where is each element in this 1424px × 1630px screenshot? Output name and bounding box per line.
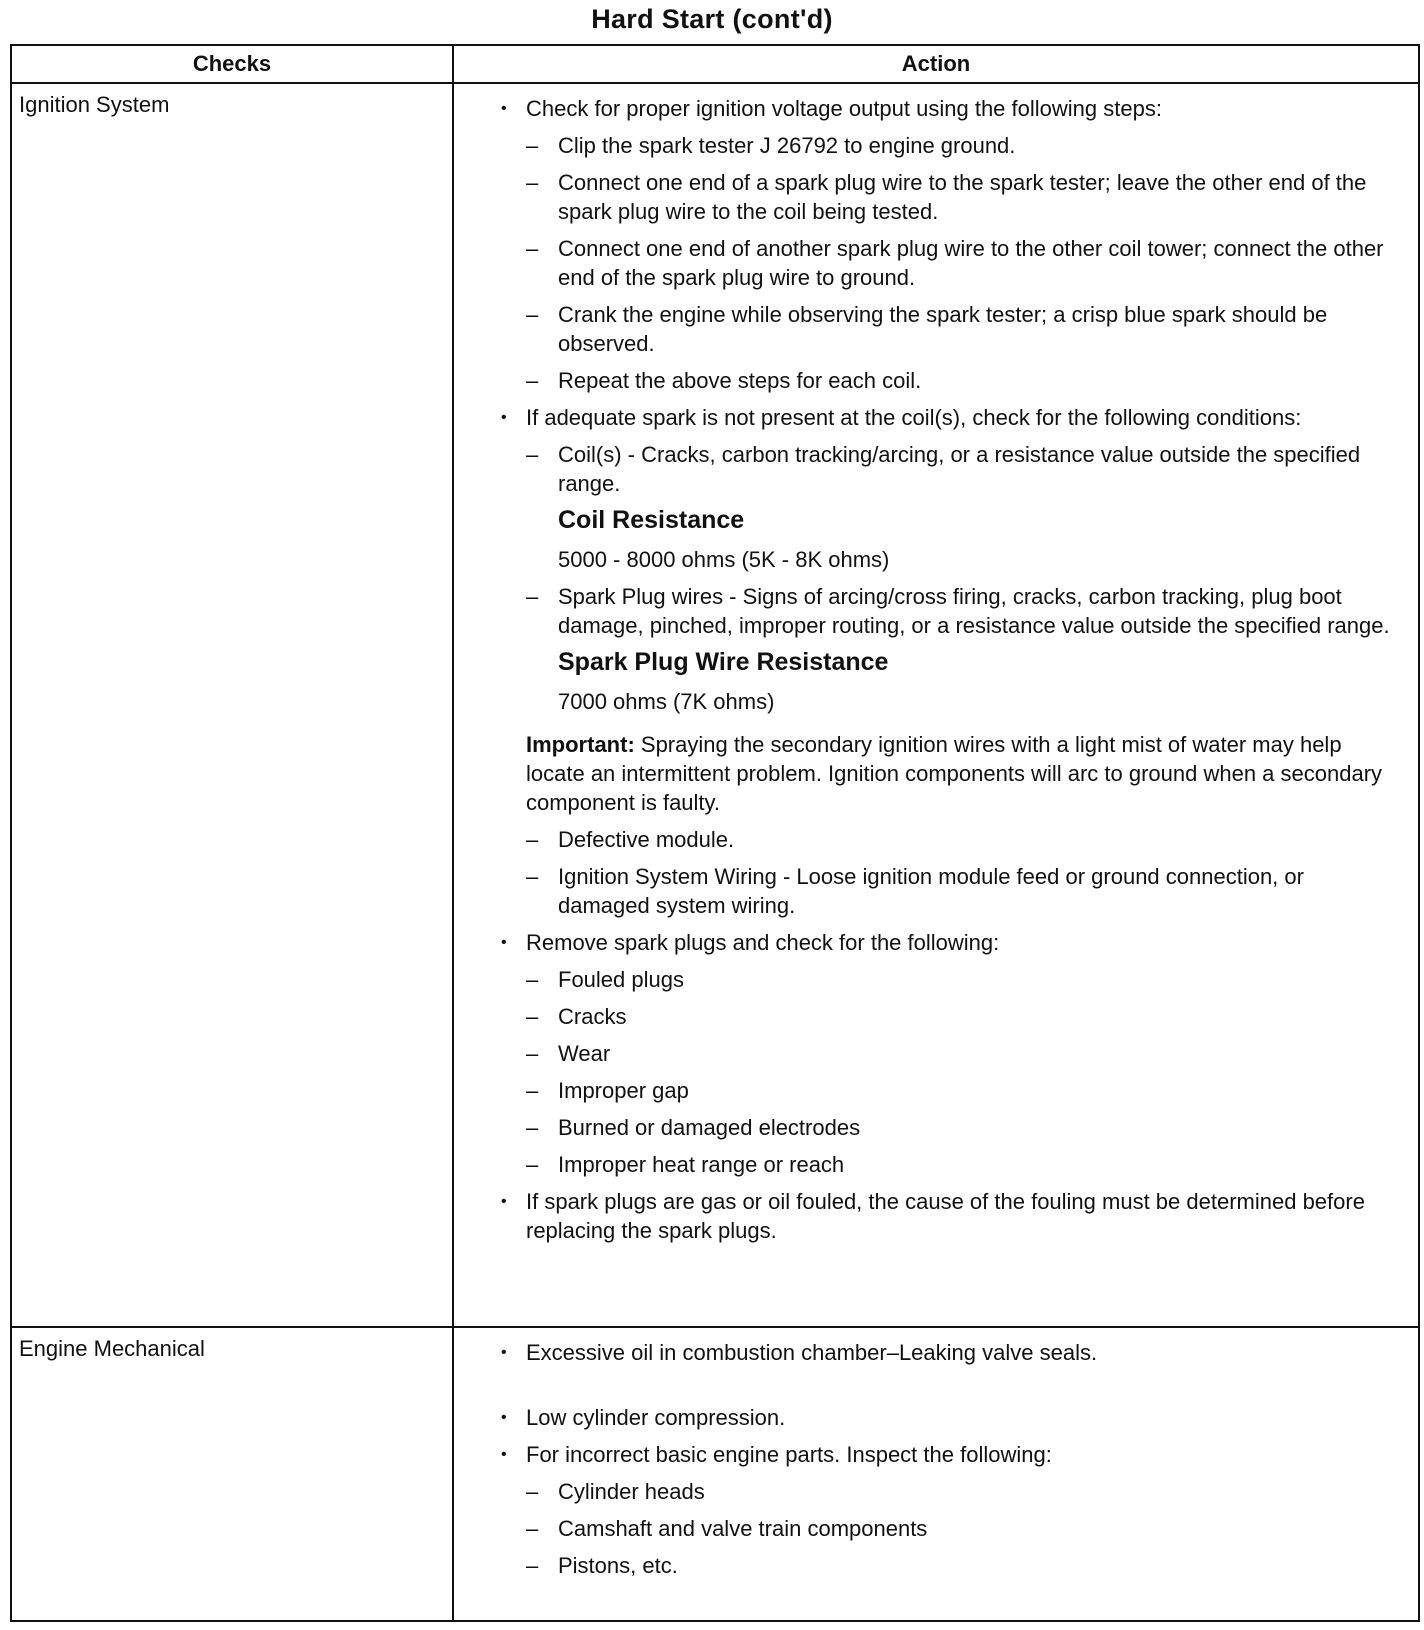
dash-item: – Repeat the above steps for each coil. [501,366,1398,395]
header-row [11,45,1419,83]
dash-item: – Ignition System Wiring - Loose ignition module feed or ground connection, or damaged system wiring. [501,862,1398,920]
dash-item: – Cracks [501,1002,1398,1031]
bullet-item: • If adequate spark is not present at the coil(s), check for the following conditions: [501,403,1398,432]
checks-header: Checks [11,45,453,83]
dash-item: – Spark Plug wires - Signs of arcing/cross firing, cracks, carbon tracking, plug boot damage, pinched, improper routing, or a resistance value outside the specified range. [501,582,1398,640]
dash-item: – Crank the engine while observing the spark tester; a crisp blue spark should be observed. [501,300,1398,358]
page-title: Hard Start (cont'd) [591,4,833,34]
dash-item: – Connect one end of a spark plug wire to the spark tester; leave the other end of the spark plug wire to the coil being tested. [501,168,1398,226]
dash-item: – Camshaft and valve train components [501,1514,1398,1543]
dash-item: – Connect one end of another spark plug wire to the other coil tower; connect the other end of the spark plug wire to ground. [501,234,1398,292]
table-row-ignition [11,83,1419,1327]
dash-item: – Cylinder heads [501,1477,1398,1506]
check-label: Engine Mechanical [19,1336,205,1361]
dash-item: – Improper gap [501,1076,1398,1105]
important-note [501,730,1398,817]
important-text: Spraying the secondary ignition wires with a light mist of water may help locate an intermittent problem. Ignition components will arc to ground when a secondary component is faulty. [526,732,1383,815]
action-cell [453,83,1419,1327]
checks-cell [11,83,453,1327]
bullet-item: • Excessive oil in combustion chamber–Leaking valve seals. [501,1338,1398,1367]
dash-item: – Wear [501,1039,1398,1068]
bullet-item: • Low cylinder compression. [501,1403,1398,1432]
checks-cell [11,1327,453,1621]
important-label: Important: [526,732,635,757]
wire-resistance-heading: Spark Plug Wire Resistance [558,648,889,676]
dash-item: – Coil(s) - Cracks, carbon tracking/arcing, or a resistance value outside the specified range. [501,440,1398,498]
bullet-item: • For incorrect basic engine parts. Inspect the following: [501,1440,1398,1469]
dash-item: – Clip the spark tester J 26792 to engine ground. [501,131,1398,160]
dash-item: – Pistons, etc. [501,1551,1398,1580]
bullet-item: • Check for proper ignition voltage output using the following steps: [501,94,1398,123]
wire-resistance-value: 7000 ohms (7K ohms) [558,689,775,714]
action-header: Action [453,45,1419,83]
action-cell [453,1327,1419,1621]
dash-item: – Defective module. [501,825,1398,854]
dash-item: – Improper heat range or reach [501,1150,1398,1179]
bullet-item: • If spark plugs are gas or oil fouled, the cause of the fouling must be determined before replacing the spark plugs. [501,1187,1398,1245]
bullet-item: • Remove spark plugs and check for the following: [501,928,1398,957]
coil-resistance-heading: Coil Resistance [558,506,745,534]
dash-item: – Burned or damaged electrodes [501,1113,1398,1142]
dash-item: – Fouled plugs [501,965,1398,994]
troubleshooting-table [10,44,1420,1622]
check-label: Ignition System [19,92,170,117]
table-row-engine [11,1327,1419,1621]
coil-resistance-value: 5000 - 8000 ohms (5K - 8K ohms) [558,547,890,572]
